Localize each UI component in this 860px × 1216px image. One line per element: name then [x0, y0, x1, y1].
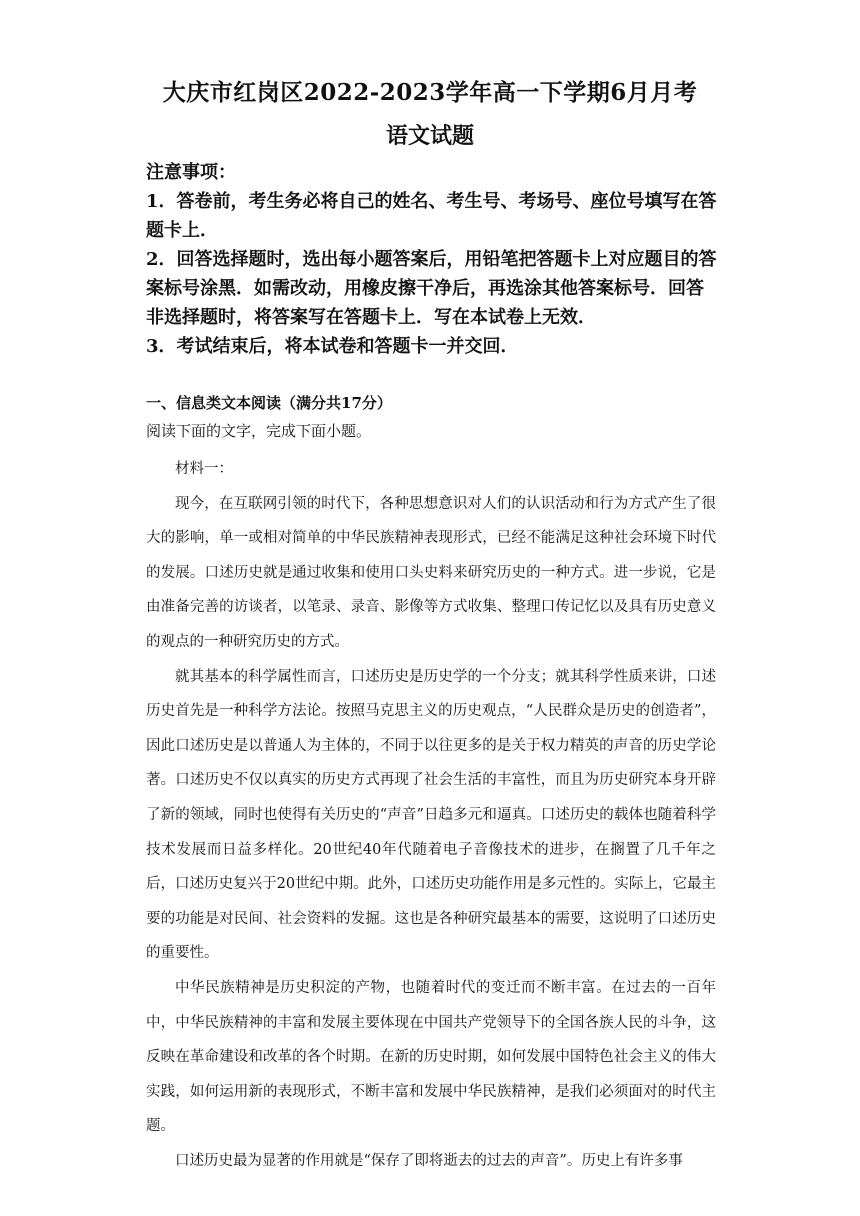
reading-material	[146, 452, 716, 1178]
notice-heading: 注意事项：	[146, 162, 236, 183]
exam-subtitle: 语文试题	[385, 123, 474, 149]
notice-item-2: 2．回答选择题时，选出每小题答案后，用铅笔把答题卡上对应题目的答案标号涂黑．如需改动，用橡皮擦干净后，再选涂其他答案标号．回答非选择题时，将答案写在答题卡上．写在本试卷上无效．	[146, 249, 717, 328]
notice-item-1: 1．答卷前，考生务必将自己的姓名、考生号、考场号、座位号填写在答题卡上．	[146, 191, 717, 241]
material-label: 材料一：	[175, 461, 233, 477]
section-instruction: 阅读下面的文字，完成下面小题。	[146, 422, 372, 440]
material-paragraph-1: 现今，在互联网引领的时代下，各种思想意识对人们的认识活动和行为方式产生了很大的影响，单一或相对简单的中华民族精神表现形式，已经不能满足这种社会环境下时代的发展。口述历史就是通过收集和使用口头史料来研究历史的一种方式。进一步说，它是由准备完善的访谈者，以笔录、录音、影像等方式收集、整理口传记忆以及具有历史意义的观点的一种研究历史的方式。	[146, 495, 716, 650]
section-heading: 一、信息类文本阅读（满分共17分）	[146, 394, 392, 412]
material-paragraph-2: 就其基本的科学属性而言，口述历史是历史学的一个分支；就其科学性质来讲，口述历史首先是一种科学方法论。按照马克思主义的历史观点，“人民群众是历史的创造者”，因此口述历史是以普通人为主体的，不同于以往更多的是关于权力精英的声音的历史学论著。口述历史不仅以真实的历史方式再现了社会生活的丰富性，而且为历史研究本身开辟了新的领域，同时也使得有关历史的“声音”日趋多元和逼真。口述历史的载体也随着科学技术发展而日益多样化。20世纪40年代随着电子音像技术的进步，在搁置了几千年之后，口述历史复兴于20世纪中期。此外，口述历史功能作用是多元性的。实际上，它最主要的功能是对民间、社会资料的发掘。这也是各种研究最基本的需要，这说明了口述历史的重要性。	[146, 668, 716, 962]
notice-block	[146, 158, 718, 361]
exam-title: 大庆市红岗区2022-2023学年高一下学期6月月考	[162, 79, 698, 106]
notice-item-3: 3．考试结束后，将本试卷和答题卡一并交回．	[146, 336, 519, 357]
material-paragraph-4: 口述历史最为显著的作用就是“保存了即将逝去的过去的声音”。历史上有许多事	[175, 1152, 683, 1169]
material-paragraph-3: 中华民族精神是历史积淀的产物，也随着时代的变迁而不断丰富。在过去的一百年中，中华民族精神的丰富和发展主要体现在中国共产党领导下的全国各族人民的斗争，这反映在革命建设和改革的各个时期。在新的历史时期，如何发展中国特色社会主义的伟大实践，如何运用新的表现形式，不断丰富和发展中华民族精神，是我们必须面对的时代主题。	[146, 979, 716, 1135]
